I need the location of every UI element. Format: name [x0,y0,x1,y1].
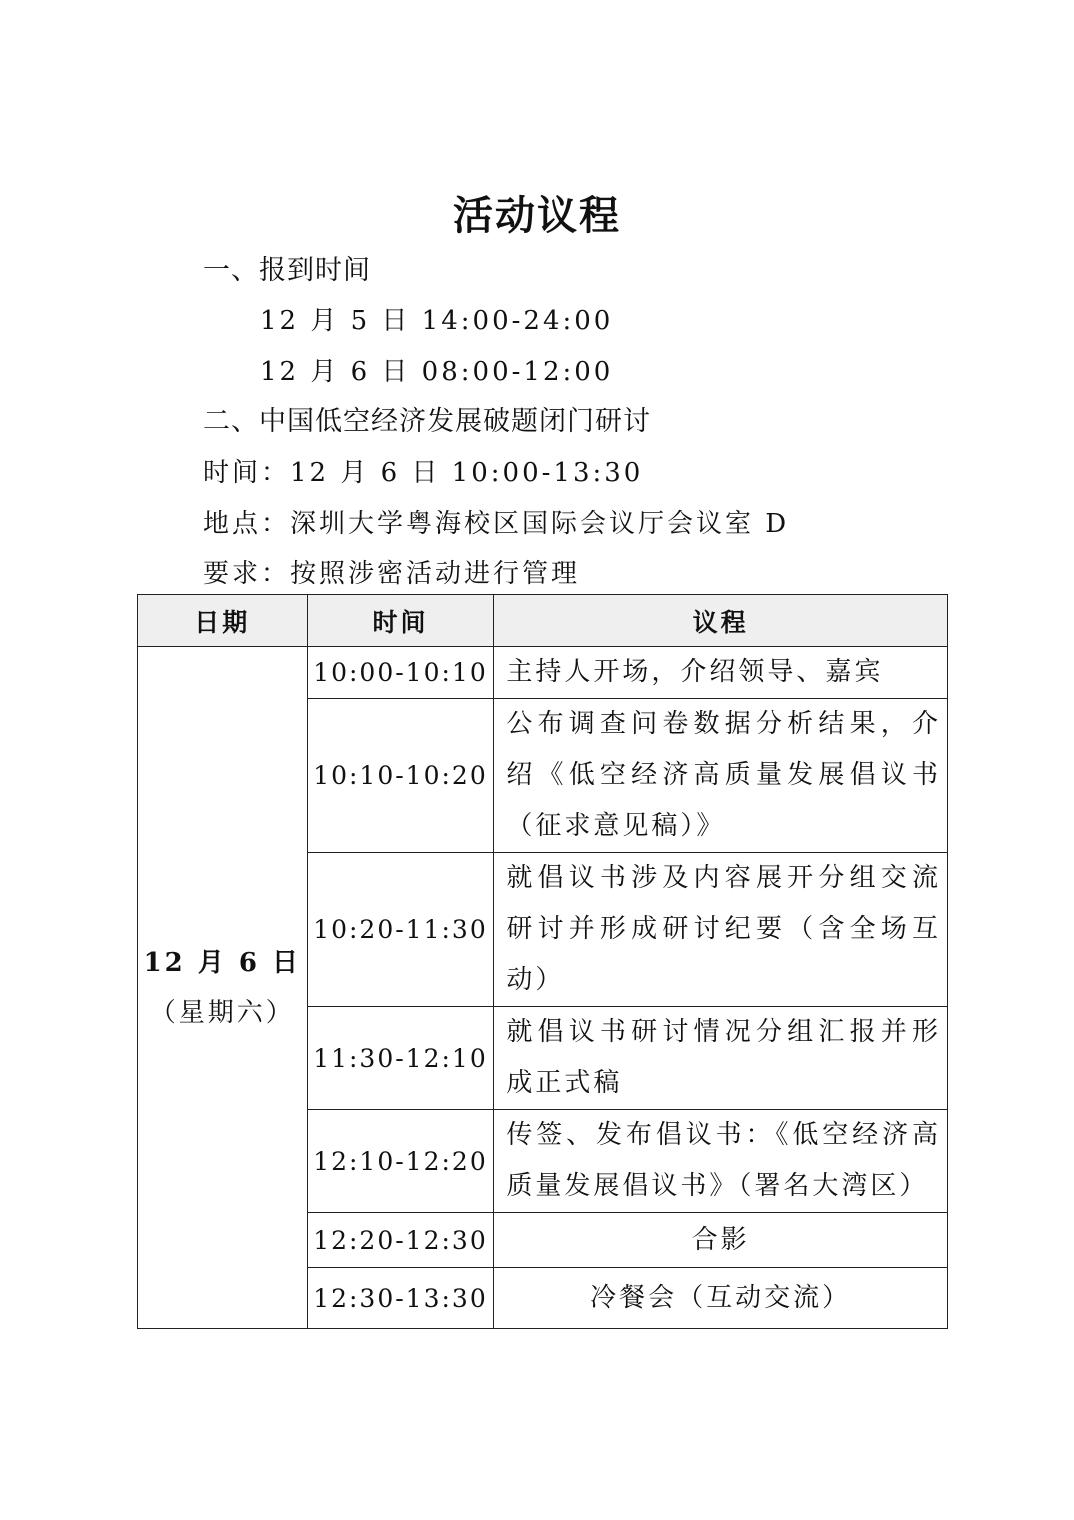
date-cell [138,647,308,1329]
agenda-item: 公布调查问卷数据分析结果，介绍《低空经济高质量发展倡议书（征求意见稿）》 [494,699,948,853]
agenda-item: 冷餐会（互动交流） [494,1268,948,1329]
time-cell: 11:30-12:10 [307,1007,494,1110]
seminar-time: 时间：12 月 6 日 10:00-13:30 [203,458,644,488]
agenda-item: 就倡议书研讨情况分组汇报并形成正式稿 [494,1007,948,1110]
agenda-item: 主持人开场，介绍领导、嘉宾 [494,647,948,699]
seminar-requirement: 要求：按照涉密活动进行管理 [203,559,581,589]
section-heading-registration: 一、报到时间 [203,255,371,286]
date-value: 12 月 6 日 [143,947,302,978]
registration-time-2: 12 月 6 日 08:00-12:00 [260,357,614,387]
registration-time-1: 12 月 5 日 14:00-24:00 [260,306,614,336]
seminar-location: 地点：深圳大学粤海校区国际会议厅会议室 D [203,509,790,539]
header-agenda: 议程 [494,595,948,647]
agenda-item: 就倡议书涉及内容展开分组交流研讨并形成研讨纪要（含全场互动） [494,853,948,1007]
time-cell: 10:20-11:30 [307,853,494,1007]
agenda-table [137,594,948,1329]
page-title: 活动议程 [453,192,621,239]
time-cell: 12:10-12:20 [307,1110,494,1213]
time-cell: 12:30-13:30 [307,1268,494,1329]
header-time: 时间 [307,595,494,647]
time-cell: 10:00-10:10 [307,647,494,699]
header-date: 日期 [138,595,308,647]
table-row [138,647,948,699]
agenda-item: 传签、发布倡议书：《低空经济高质量发展倡议书》（署名大湾区） [494,1110,948,1213]
agenda-item: 合影 [494,1213,948,1268]
table-header-row [138,595,948,647]
time-cell: 12:20-12:30 [307,1213,494,1268]
weekday-value: （星期六） [149,997,295,1028]
section-heading-seminar: 二、中国低空经济发展破题闭门研讨 [203,406,651,437]
time-cell: 10:10-10:20 [307,699,494,853]
